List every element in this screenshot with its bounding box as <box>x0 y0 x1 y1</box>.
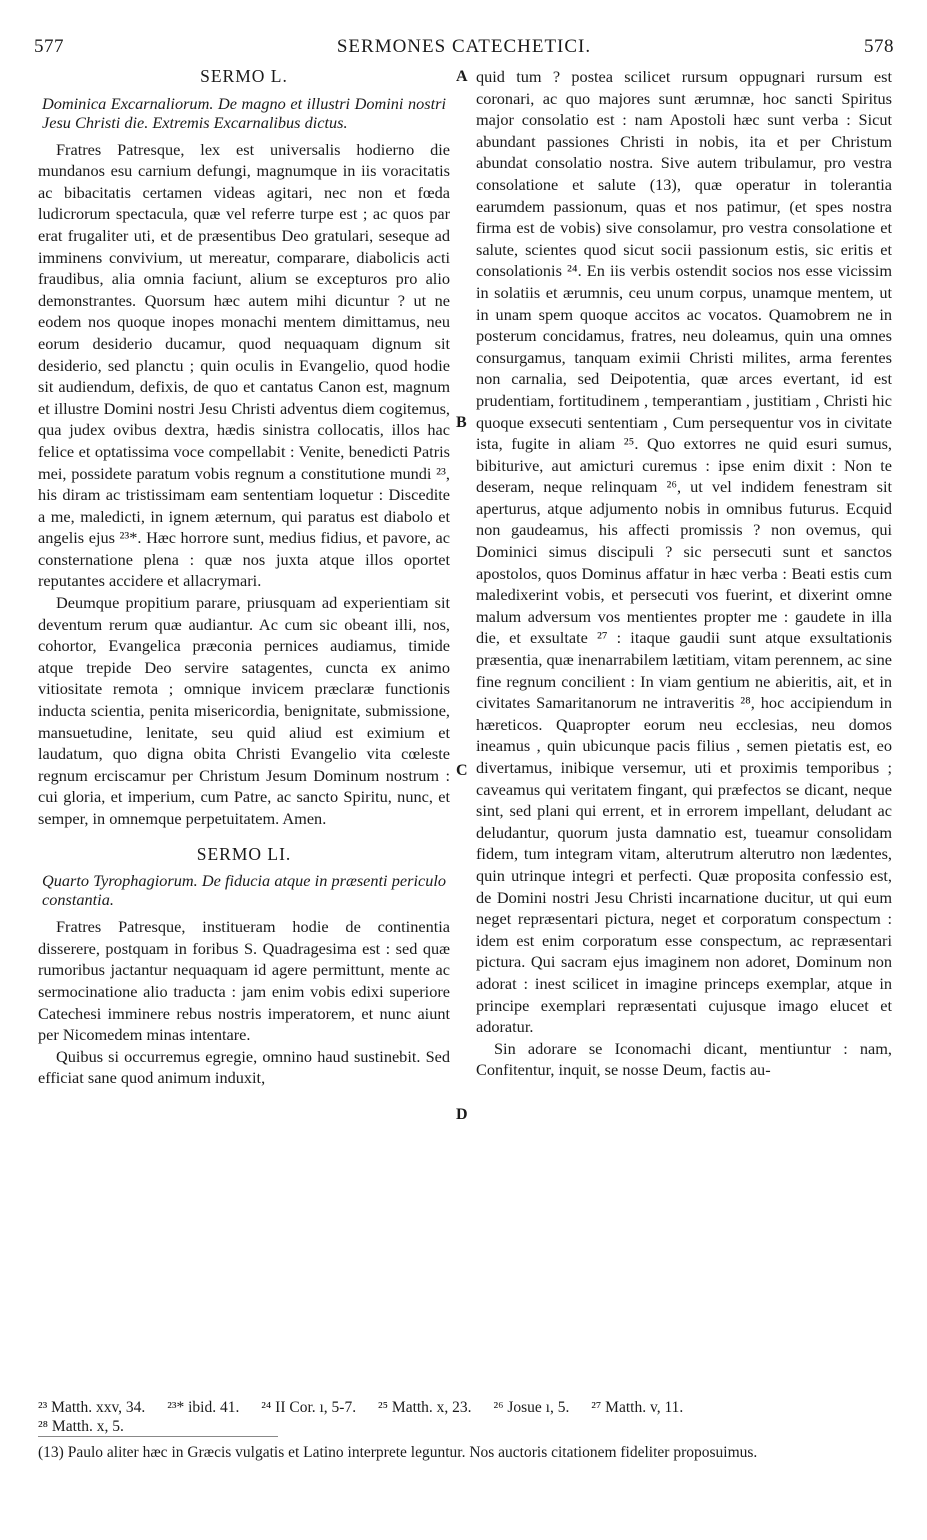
footnote: ²⁵ Matth. x, 23. <box>377 1399 472 1416</box>
page-number-left: 577 <box>34 36 64 57</box>
footnote: ²⁶ Josue ı, 5. <box>493 1399 570 1416</box>
footnotes <box>38 1398 898 1436</box>
right-column <box>476 66 892 1081</box>
sermo-li-title: SERMO LI. <box>196 843 292 864</box>
margin-letter-b: B <box>456 414 467 431</box>
right-paragraph-2: Sin adorare se Iconomachi dicant, mentiuntur : nam, Confitentur, inquit, se nosse Deum, factis au- <box>476 1038 892 1080</box>
footnote-line-2 <box>38 1417 898 1436</box>
footnote: ²⁷ Matth. v, 11. <box>591 1399 684 1416</box>
left-column <box>38 66 450 1089</box>
sermo-l-paragraph-2: Deumque propitium parare, priusquam ad experientiam sit deventum rerum quæ audiantur. Ac cum sic obeant illi, nos, cohortor, Evangelica præconia pernices audiamus, timide atque trepide Deo servire satagentes, cuncta ex animo vitiositate remota ; omnique invicem præclaræ functionis inducta scientia, penita misericordia, benignitate, submissione, mansuetudine, lenitate, seu quid aliud est eximium et laudatum, quo digna obita Christi Evangelio vita cœleste regnum erciscamur per Christum Jesum Dominum nostrum : cui gloria, et imperium, cum Patre, ac sancto Spiritu, nunc, et semper, in omnemque perpetuitatem. Amen. <box>38 593 450 828</box>
running-title: SERMONES CATECHETICI. <box>336 36 592 57</box>
margin-letter-d: D <box>456 1106 468 1123</box>
sermo-li-paragraph-2: Quibus si occurremus egregie, omnino haud sustinebit. Sed efficiat sane quod animum induxit, <box>38 1046 450 1088</box>
footnote: ²³* ibid. 41. <box>167 1399 240 1416</box>
editor-note: (13) Paulo aliter hæc in Græcis vulgatis et Latino interprete leguntur. Nos auctoris citationem fideliter proposuimus. <box>38 1444 758 1461</box>
sermo-li-paragraph-1: Fratres Patresque, institueram hodie de continentia disserere, postquam in foribus S. Quadragesima est : sed quæ rumoribus jactantur nequaquam id agere permittunt, mente ac sermocinatione alio traducta : jam enim vobis edixi superiore Catechesi imminere rebus nostris imperatorem, et nunc aiunt per Nicomedem minas intentare. <box>38 917 450 1045</box>
margin-letter-c: C <box>456 762 468 779</box>
sermo-li-subtitle: Quarto Tyrophagiorum. De fiducia atque in præsenti periculo constantia. <box>42 871 446 910</box>
page-number-right: 578 <box>864 36 894 57</box>
note-divider <box>38 1436 278 1437</box>
sermo-l-title: SERMO L. <box>200 66 288 86</box>
right-paragraph-1: quid tum ? postea scilicet rursum oppugnari rursum est coronari, ac quo majores sunt ærumnæ, hoc sancti Spiritus major consolatio est : nam Apostoli hæc sunt verba : Sicut abundant passiones Christi in nobis, ita et per Christum abundat consolatio nostra. Sive autem tribulamur, pro vestra consolatione et salute (13), quæ operatur in tolerantia earumdem passionum, quas et nos patimur, (et spes nostra firma est de vobis) sive consolamur, pro vestra consolatione et salute, scientes quod sicut socii passionum estis, sic eritis et consolationis ²⁴. En iis verbis ostendit socios nos esse vicissim in solatiis et ærumnis, ceu unum corpus, unamque mentem, ut in unam spem quoque accitos ac vocatos. Quamobrem ne in posterum concidamus, fratres, neu doleamus, quin una omnes consurgamus, tanquam eximii Christi milites, arma ferentes non carnalia, sed Deipotentia, quæ arces evertant, id est prudentiam, fortitudinem , temperantiam , justitiam , Christi hic quoque exsecuti sententiam , Cum persequentur vos in civitate ista, fugite in aliam ²⁵. Quo extorres ne quid esuri sumus, bibiturive, aut amicturi curemus : ipse enim dixit : Non te deseram, neque relinquam ²⁶, ut vel indidem fenestram sit aperturus, atque adjumento nobis in omnibus futurus. Ecquid non gaudeamus, his affecti promissis ? non ovemus, qui Dominici simus discipuli ? sic persecuti sunt et sanctos apostolos, quos Dominus affatur in hæc verba : Beati estis cum maledixerint vobis, et persecuti vos fuerint, et dixerint omne malum adversum vos mentientes propter me : gaudete in illa die, et exsultate ²⁷ : itaque gaudii sunt atque exsultationis præsentia, quæ inenarrabilem lætitiam, vitam perennem, ac sine fine regnum concilient : In viam gentium ne abieritis, ait, et in civitates Samaritanorum ne intraveritis ²⁸, hoc accipiendum in hæreticos. Quapropter eorum neu ecclesias, neu domos ineamus , quin ubicunque pacis filius , semen pietatis est, eo divertamus, inibique versemur, uti et proximis temporibus ; caveamus qui veritatem fingant, qui præfectos se dicant, neque sint, sed plani qui errent, et in errorem impellant, deludant ac deludantur, quorum justa damnatio est, tueamur consolidam fidem, tum integram vitam, alterutrum alterutro non lædentes, quin utrinque integri et perfecti. Quæ proposita confessio est, de Domini nostri Jesu Christi incarnatione ducitur, ut qui eum neget repræsentari pictura, neget et corporatum conspectum : idem est enim corporatum esse conspectum, ac repræsentari pictura. Qui sacram ejus imaginem non adoret, Dominum non adorat : inest scilicet in imagine princeps exemplar, atque in principe exemplari repræsentati cujusque imago elucet et adoratur. <box>476 67 892 1037</box>
footnote: ²³ Matth. xxv, 34. <box>38 1399 146 1416</box>
margin-letter-a: A <box>456 68 468 85</box>
sermo-l-subtitle: Dominica Excarnaliorum. De magno et illustri Domini nostri Jesu Christi die. Extremis Excarnalibus dictus. <box>42 93 446 132</box>
page-header <box>34 36 894 66</box>
footnote: ²⁴ II Cor. ı, 5-7. <box>261 1399 357 1416</box>
sermo-l-paragraph-1: Fratres Patresque, lex est universalis hodierno die mundanos esu carnium defungi, magnumque in iis voracitatis ac bibacitatis certamen videas agitari, nec non et fœda ludicrorum spectacula, quæ vel referre turpe est ; ac quos par erat frugaliter uti, et de præsentibus Deo gratulari, seseque ad imminens convivium, ut mereatur, comparare, diabolicis acti fraudibus, alia omnia faciunt, alium se excepturos pro alio demonstrantes. Quorsum hæc autem mihi dicuntur ? ut ne eodem nos quoque inopes monachi mentem dimittamus, neu eorum desiderio ducamur, quod nequaquam dignum sit desiderio, sed planctu ; quin oculis in Evangelio, quod hodie sit audiendum, defixis, de quo et cantatus Canon est, magnum et illustre Domini nostri Jesu Christi adventus diem cogitemus, qua judex ovibus dextra, hædis sinistra collocatis, illos hac felice et optatissima voce compellabit : Venite, benedicti Patris mei, possidete paratum vobis regnum a constitutione mundi ²³, his diram ac tristissimam eam sententiam loquetur : Discedite a me, maledicti, in ignem æternum, qui paratus est diabolo et angelis ejus ²³*. Hæc horrore sunt, medius fidius, et pavore, ac consternatione plena : quæ nos juxta atque illos oportet reputantes accidere et allacrymari. <box>38 139 450 591</box>
footnote-line-1 <box>38 1398 898 1417</box>
footnote: ²⁸ Matth. x, 5. <box>38 1418 124 1435</box>
